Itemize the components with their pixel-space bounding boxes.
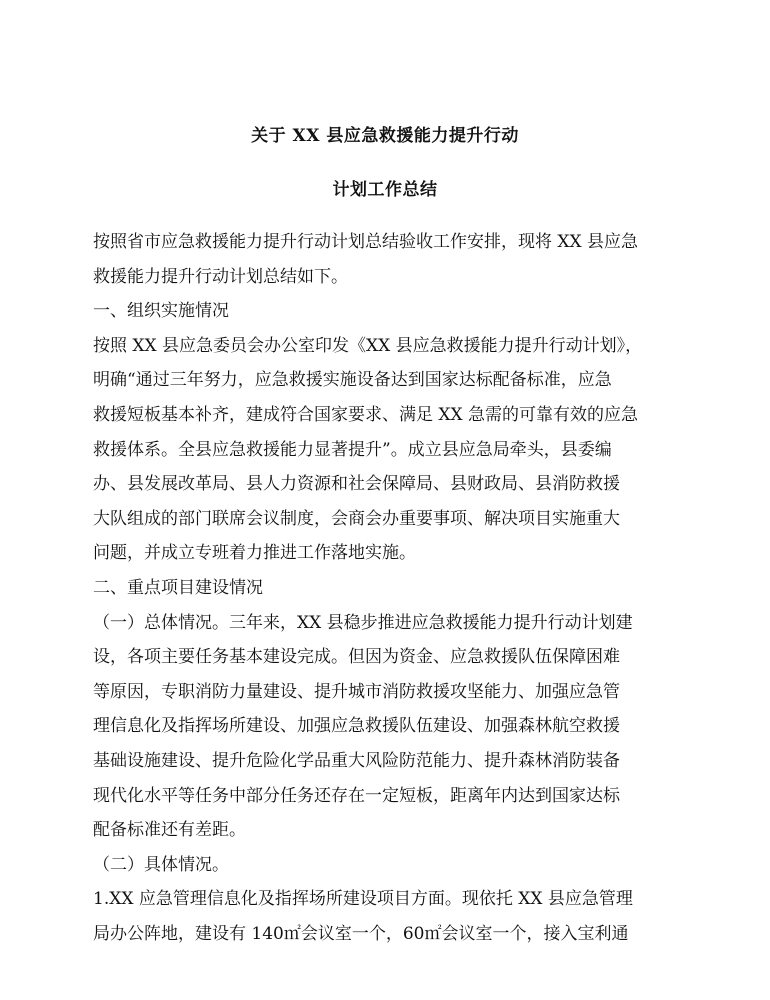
paragraph-line: 1.XX 应急管理信息化及指挥场所建设项目方面。现依托 XX 县应急管理 xyxy=(93,889,633,910)
paragraph-line: 现代化水平等任务中部分任务还存在一定短板，距离年内达到国家达标 xyxy=(93,785,620,806)
paragraph-line: 理信息化及指挥场所建设、加强应急救援队伍建设、加强森林航空救援 xyxy=(93,716,620,737)
document-body xyxy=(93,225,683,951)
document-title-line-1: 关于 XX 县应急救援能力提升行动 xyxy=(251,126,519,146)
paragraph-line: 办、县发展改革局、县人力资源和社会保障局、县财政局、县消防救援 xyxy=(93,474,620,495)
section-heading-key-projects: 二、重点项目建设情况 xyxy=(93,577,263,598)
paragraph-line: 救援短板基本补齐，建成符合国家要求、满足 XX 急需的可靠有效的应急 xyxy=(93,404,639,425)
paragraph-line: （一）总体情况。三年来，XX 县稳步推进应急救援能力提升行动计划建 xyxy=(93,612,633,633)
paragraph-line: 救援体系。全县应急救援能力显著提升”。成立县应急局牵头，县委编 xyxy=(93,439,612,460)
paragraph-line: 等原因，专职消防力量建设、提升城市消防救援攻坚能力、加强应急管 xyxy=(93,681,620,702)
paragraph-line: 问题，并成立专班着力推进工作落地实施。 xyxy=(93,543,416,564)
paragraph-line: 明确“通过三年努力，应急救援实施设备达到国家达标配备标准，应急 xyxy=(93,370,612,391)
paragraph-line: 设，各项主要任务基本建设完成。但因为资金、应急救援队伍保障困难 xyxy=(93,647,620,668)
paragraph-line: 按照 XX 县应急委员会办公室印发《XX 县应急救援能力提升行动计划》， xyxy=(93,335,643,356)
paragraph-line: 局办公阵地，建设有 140㎡会议室一个，60㎡会议室一个，接入宝利通 xyxy=(93,923,629,944)
paragraph-line: 配备标准还有差距。 xyxy=(93,820,246,841)
paragraph-line: 基础设施建设、提升危险化学品重大风险防范能力、提升森林消防装备 xyxy=(93,750,620,771)
section-heading-organization: 一、组织实施情况 xyxy=(93,301,229,322)
paragraph-line: 大队组成的部门联席会议制度，会商会办重要事项、解决项目实施重大 xyxy=(93,508,620,529)
paragraph-line: 按照省市应急救援能力提升行动计划总结验收工作安排，现将 XX 县应急 xyxy=(93,232,639,252)
subsection-heading-details: （二）具体情况。 xyxy=(93,854,229,875)
paragraph-line: 救援能力提升行动计划总结如下。 xyxy=(93,266,348,287)
document-title-line-2: 计划工作总结 xyxy=(332,180,438,200)
